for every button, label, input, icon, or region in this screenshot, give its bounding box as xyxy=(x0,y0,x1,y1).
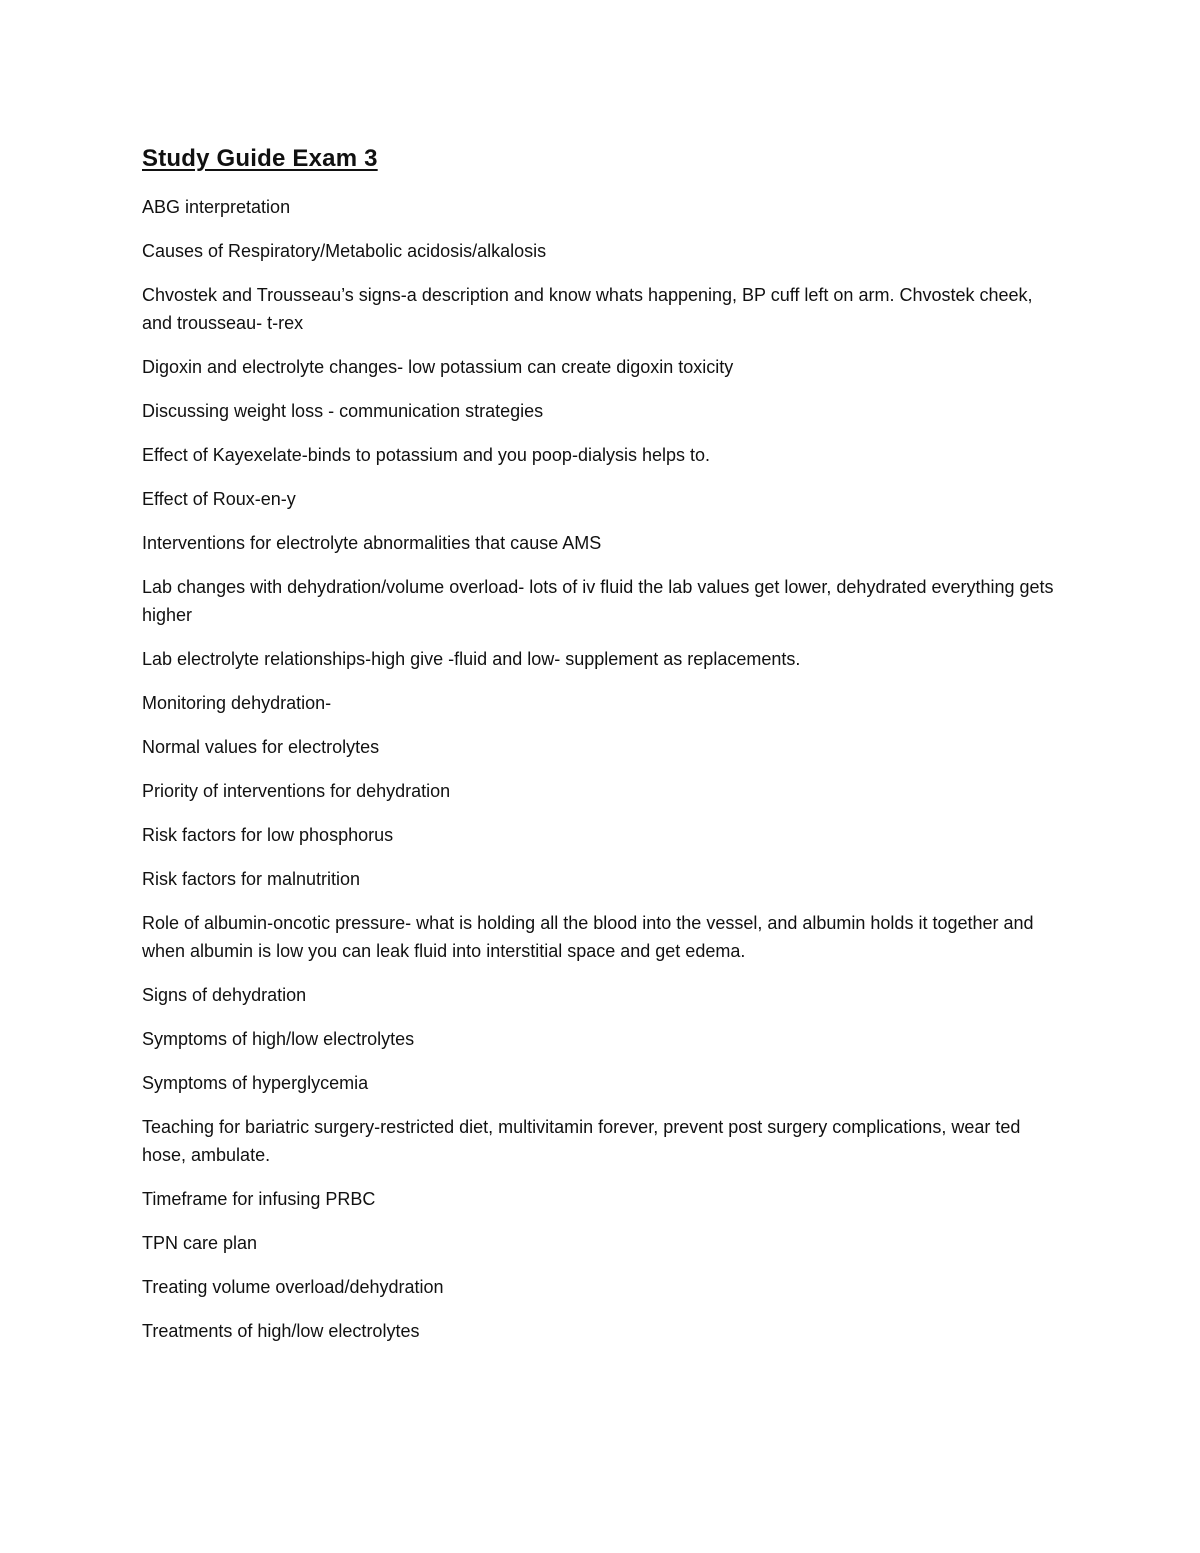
list-item: Discussing weight loss - communication strategies xyxy=(142,401,544,421)
list-item: Signs of dehydration xyxy=(142,985,307,1005)
list-item: Symptoms of hyperglycemia xyxy=(142,1073,369,1093)
list-item: Lab changes with dehydration/volume overload- lots of iv fluid the lab values get lower, dehydrated everything gets higher xyxy=(142,577,1054,625)
list-item: Effect of Roux-en-y xyxy=(142,489,296,509)
list-item: Treatments of high/low electrolytes xyxy=(142,1321,420,1341)
list-item: Causes of Respiratory/Metabolic acidosis/alkalosis xyxy=(142,241,547,261)
list-item: Timeframe for infusing PRBC xyxy=(142,1189,376,1209)
list-item: Chvostek and Trousseau’s signs-a description and know whats happening, BP cuff left on arm. Chvostek cheek, and trousseau- t-rex xyxy=(142,285,1033,333)
list-item: Role of albumin-oncotic pressure- what is holding all the blood into the vessel, and albumin holds it together and when albumin is low you can leak fluid into interstitial space and get edema. xyxy=(142,913,1034,961)
list-item: Lab electrolyte relationships-high give -fluid and low- supplement as replacements. xyxy=(142,649,801,669)
list-item: Digoxin and electrolyte changes- low potassium can create digoxin toxicity xyxy=(142,357,734,377)
list-item: Interventions for electrolyte abnormalities that cause AMS xyxy=(142,533,602,553)
list-item: Normal values for electrolytes xyxy=(142,737,380,757)
list-item: ABG interpretation xyxy=(142,197,291,217)
list-item: Symptoms of high/low electrolytes xyxy=(142,1029,415,1049)
document-content xyxy=(142,143,1062,1361)
list-item: Teaching for bariatric surgery-restricted diet, multivitamin forever, prevent post surgery complications, wear ted hose, ambulate. xyxy=(142,1117,1021,1165)
document-title: Study Guide Exam 3 xyxy=(142,145,378,172)
list-item: Risk factors for malnutrition xyxy=(142,869,361,889)
list-item: TPN care plan xyxy=(142,1233,258,1253)
list-item: Monitoring dehydration- xyxy=(142,693,332,713)
list-item: Risk factors for low phosphorus xyxy=(142,825,394,845)
list-item: Priority of interventions for dehydration xyxy=(142,781,451,801)
list-item: Effect of Kayexelate-binds to potassium and you poop-dialysis helps to. xyxy=(142,445,711,465)
list-item: Treating volume overload/dehydration xyxy=(142,1277,444,1297)
